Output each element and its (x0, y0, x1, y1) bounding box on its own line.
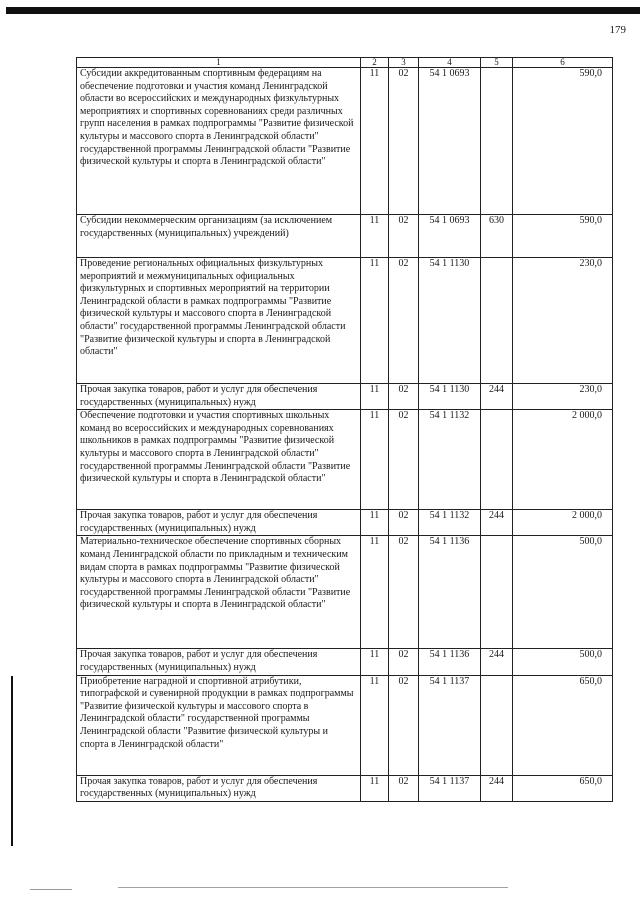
cell-subsection: 02 (389, 258, 419, 384)
header-col-4: 4 (419, 58, 481, 68)
cell-subsection: 02 (389, 536, 419, 649)
cell-section: 11 (361, 536, 389, 649)
cell-expense-type: 244 (481, 510, 513, 536)
cell-expense-type (481, 68, 513, 215)
cell-amount: 650,0 (513, 775, 613, 801)
cell-article: 54 1 1136 (419, 536, 481, 649)
cell-expense-type (481, 675, 513, 775)
cell-section: 11 (361, 258, 389, 384)
cell-article: 54 1 1137 (419, 775, 481, 801)
cell-section: 11 (361, 649, 389, 675)
cell-name: Материально-техническое обеспечение спортивных сборных команд Ленинградской области по прикладным и техническим видам спорта в рамках подпрограммы "Развитие физической культуры и массового спорта в Ленинградской области" государственной программы Ленинградской области "Развитие физической культуры и спорта в Ленинградской области" (77, 536, 361, 649)
cell-amount: 2 000,0 (513, 410, 613, 510)
cell-article: 54 1 1137 (419, 675, 481, 775)
cell-subsection: 02 (389, 775, 419, 801)
cell-article: 54 1 1136 (419, 649, 481, 675)
cell-name: Прочая закупка товаров, работ и услуг для обеспечения государственных (муниципальных) нужд (77, 649, 361, 675)
cell-name: Обеспечение подготовки и участия спортивных школьных команд во всероссийских и международных соревнованиях школьников в рамках подпрограммы "Развитие физической культуры и массового спорта в Ленинградской области" государственной программы Ленинградской области "Развитие физической культуры и спорта в Ленинградской области" (77, 410, 361, 510)
cell-amount: 650,0 (513, 675, 613, 775)
page-number: 179 (609, 24, 626, 36)
cell-subsection: 02 (389, 410, 419, 510)
cell-subsection: 02 (389, 675, 419, 775)
cell-amount: 590,0 (513, 68, 613, 215)
cell-article: 54 1 0693 (419, 215, 481, 258)
cell-expense-type (481, 536, 513, 649)
table-row (77, 675, 613, 775)
cell-name: Субсидии аккредитованным спортивным федерациям на обеспечение подготовки и участия команд Ленинградской области во всероссийских и международных физкультурных мероприятиях и спортивных соревнованиях среди различных групп населения в рамках подпрограммы "Развитие физической культуры и массового спорта в Ленинградской области" государственной программы Ленинградской области "Развитие физической культуры и спорта в Ленинградской области" (77, 68, 361, 215)
budget-table (76, 57, 613, 802)
cell-amount: 2 000,0 (513, 510, 613, 536)
cell-subsection: 02 (389, 649, 419, 675)
cell-subsection: 02 (389, 384, 419, 410)
table-row (77, 215, 613, 258)
scan-top-border (6, 7, 640, 14)
cell-name: Субсидии некоммерческим организациям (за исключением государственных (муниципальных) учреждений) (77, 215, 361, 258)
cell-section: 11 (361, 675, 389, 775)
cell-amount: 230,0 (513, 384, 613, 410)
table-row (77, 536, 613, 649)
cell-amount: 500,0 (513, 536, 613, 649)
cell-expense-type: 244 (481, 649, 513, 675)
header-col-6: 6 (513, 58, 613, 68)
cell-amount: 230,0 (513, 258, 613, 384)
cell-expense-type (481, 410, 513, 510)
cell-section: 11 (361, 384, 389, 410)
cell-section: 11 (361, 775, 389, 801)
header-col-5: 5 (481, 58, 513, 68)
cell-amount: 500,0 (513, 649, 613, 675)
cell-name: Проведение региональных официальных физкультурных мероприятий и межмуниципальных официальных физкультурных и спортивных мероприятий на территории Ленинградской области в рамках подпрограммы "Развитие физической культуры и массового спорта в Ленинградской области" государственной программы Ленинградской области "Развитие физической культуры и спорта в Ленинградской области" (77, 258, 361, 384)
cell-article: 54 1 1132 (419, 410, 481, 510)
cell-name: Прочая закупка товаров, работ и услуг для обеспечения государственных (муниципальных) нужд (77, 775, 361, 801)
cell-expense-type: 244 (481, 384, 513, 410)
table-row (77, 258, 613, 384)
cell-article: 54 1 1130 (419, 258, 481, 384)
cell-subsection: 02 (389, 68, 419, 215)
cell-article: 54 1 1132 (419, 510, 481, 536)
cell-section: 11 (361, 215, 389, 258)
cell-name: Прочая закупка товаров, работ и услуг для обеспечения государственных (муниципальных) нужд (77, 510, 361, 536)
scan-artifact-bottom-line (118, 887, 508, 888)
cell-section: 11 (361, 68, 389, 215)
cell-expense-type: 630 (481, 215, 513, 258)
cell-section: 11 (361, 510, 389, 536)
cell-name: Приобретение наградной и спортивной атрибутики, типографской и сувенирной продукции в рамках подпрограммы "Развитие физической культуры и массового спорта в Ленинградской области" государственной программы Ленинградской области "Развитие физической культуры и спорта в Ленинградской области" (77, 675, 361, 775)
table-row (77, 68, 613, 215)
table-row (77, 510, 613, 536)
cell-subsection: 02 (389, 510, 419, 536)
header-col-2: 2 (361, 58, 389, 68)
cell-subsection: 02 (389, 215, 419, 258)
table-row (77, 384, 613, 410)
table-row (77, 649, 613, 675)
header-col-3: 3 (389, 58, 419, 68)
header-row (77, 58, 613, 68)
cell-expense-type: 244 (481, 775, 513, 801)
scan-artifact-left (11, 676, 13, 846)
cell-article: 54 1 1130 (419, 384, 481, 410)
cell-article: 54 1 0693 (419, 68, 481, 215)
cell-expense-type (481, 258, 513, 384)
table-row (77, 410, 613, 510)
cell-section: 11 (361, 410, 389, 510)
scan-artifact-bottom-dash (30, 889, 72, 890)
header-col-1: 1 (77, 58, 361, 68)
cell-name: Прочая закупка товаров, работ и услуг для обеспечения государственных (муниципальных) нужд (77, 384, 361, 410)
table-row (77, 775, 613, 801)
cell-amount: 590,0 (513, 215, 613, 258)
